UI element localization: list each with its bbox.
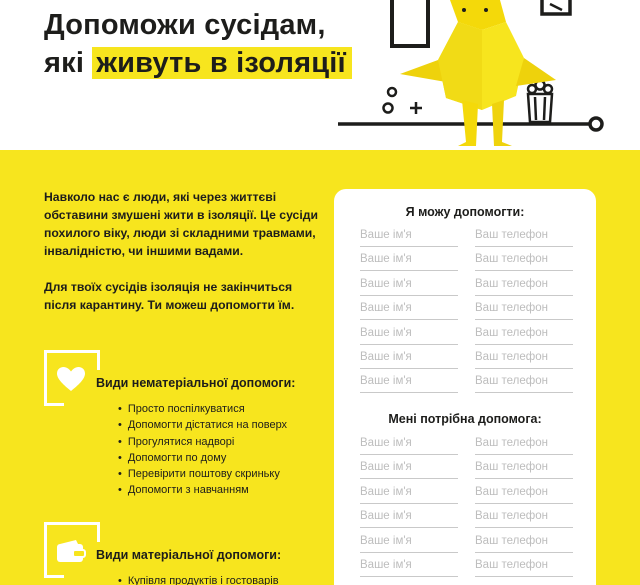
- origami-illustration: [330, 0, 640, 150]
- list-item: • Просто поспілкуватися: [118, 401, 348, 417]
- name-field[interactable]: Ваше ім'я: [360, 276, 458, 296]
- name-field[interactable]: Ваше ім'я: [360, 459, 458, 479]
- name-field[interactable]: Ваше ім'я: [360, 435, 458, 455]
- name-field[interactable]: Ваше ім'я: [360, 325, 458, 345]
- can-help-row: [360, 373, 576, 393]
- phone-field[interactable]: Ваш телефон: [475, 508, 573, 528]
- phone-field[interactable]: Ваш телефон: [475, 300, 573, 320]
- can-help-row: [360, 300, 576, 320]
- need-help-row: [360, 484, 576, 504]
- name-field[interactable]: Ваше ім'я: [360, 557, 458, 577]
- name-field[interactable]: Ваше ім'я: [360, 484, 458, 504]
- floor-end-circle: [590, 118, 602, 130]
- intro-paragraph-1: Навколо нас є люди, які через життєві обставини змушені жити в ізоляції. Це сусіди похилого віку, люди зі складними травмами, інвалідністю, чи іншими вадами.: [44, 190, 318, 258]
- title-line-2-plain: які: [44, 47, 93, 79]
- list-item: • Допомогти з навчанням: [118, 482, 348, 498]
- picture-frame-icon: [392, 0, 428, 46]
- list-item: • Допомогти по дому: [118, 450, 348, 466]
- need-help-row: [360, 459, 576, 479]
- title-line-1: Допоможи сусідам,: [44, 9, 326, 41]
- can-help-row: [360, 227, 576, 247]
- non-material-help-section: [44, 350, 334, 500]
- name-field[interactable]: Ваше ім'я: [360, 349, 458, 369]
- need-help-row: [360, 435, 576, 455]
- phone-field[interactable]: Ваш телефон: [475, 325, 573, 345]
- heart-icon: [56, 366, 86, 392]
- phone-field[interactable]: Ваш телефон: [475, 435, 573, 455]
- intro-paragraph-2: Для твоїх сусідів ізоляція не закінчиться після карантину. Ти можеш допомогти їм.: [44, 280, 295, 312]
- need-help-row: [360, 557, 576, 577]
- can-help-row: [360, 251, 576, 271]
- list-item: • Допомогти дістатися на поверх: [118, 417, 348, 433]
- need-help-row: [360, 533, 576, 553]
- can-help-row: [360, 276, 576, 296]
- non-material-title: Види нематеріальної допомоги:: [96, 376, 296, 390]
- name-field[interactable]: Ваше ім'я: [360, 227, 458, 247]
- name-field[interactable]: Ваше ім'я: [360, 373, 458, 393]
- material-list: [118, 573, 348, 585]
- need-help-row: [360, 508, 576, 528]
- material-title: Види матеріальної допомоги:: [96, 548, 282, 562]
- can-help-row: [360, 325, 576, 345]
- phone-field[interactable]: Ваш телефон: [475, 251, 573, 271]
- phone-field[interactable]: Ваш телефон: [475, 459, 573, 479]
- list-item: • Купівля продуктів і гостоварів: [118, 573, 348, 585]
- popcorn-icon: [528, 81, 552, 123]
- title-highlight: живуть в ізоляції: [92, 47, 351, 79]
- intro-text: [44, 188, 319, 314]
- phone-field[interactable]: Ваш телефон: [475, 227, 573, 247]
- name-field[interactable]: Ваше ім'я: [360, 300, 458, 320]
- non-material-list: [118, 401, 348, 499]
- header: [0, 0, 640, 150]
- need-help-heading: Мені потрібна допомога:: [388, 412, 542, 426]
- phone-field[interactable]: Ваш телефон: [475, 484, 573, 504]
- phone-field[interactable]: Ваш телефон: [475, 276, 573, 296]
- name-field[interactable]: Ваше ім'я: [360, 533, 458, 553]
- name-field[interactable]: Ваше ім'я: [360, 251, 458, 271]
- list-item: • Прогулятися надворі: [118, 434, 348, 450]
- can-help-heading: Я можу допомогти:: [405, 205, 525, 219]
- wallet-icon: [56, 540, 86, 564]
- page-title: [44, 6, 352, 82]
- phone-field[interactable]: Ваш телефон: [475, 349, 573, 369]
- name-field[interactable]: Ваше ім'я: [360, 508, 458, 528]
- can-help-row: [360, 349, 576, 369]
- phone-field[interactable]: Ваш телефон: [475, 557, 573, 577]
- sign-icon: [542, 0, 570, 14]
- phone-field[interactable]: Ваш телефон: [475, 373, 573, 393]
- phone-field[interactable]: Ваш телефон: [475, 533, 573, 553]
- material-help-section: [44, 522, 334, 585]
- list-item: • Перевірити поштову скриньку: [118, 466, 348, 482]
- contact-form-card: [334, 189, 596, 585]
